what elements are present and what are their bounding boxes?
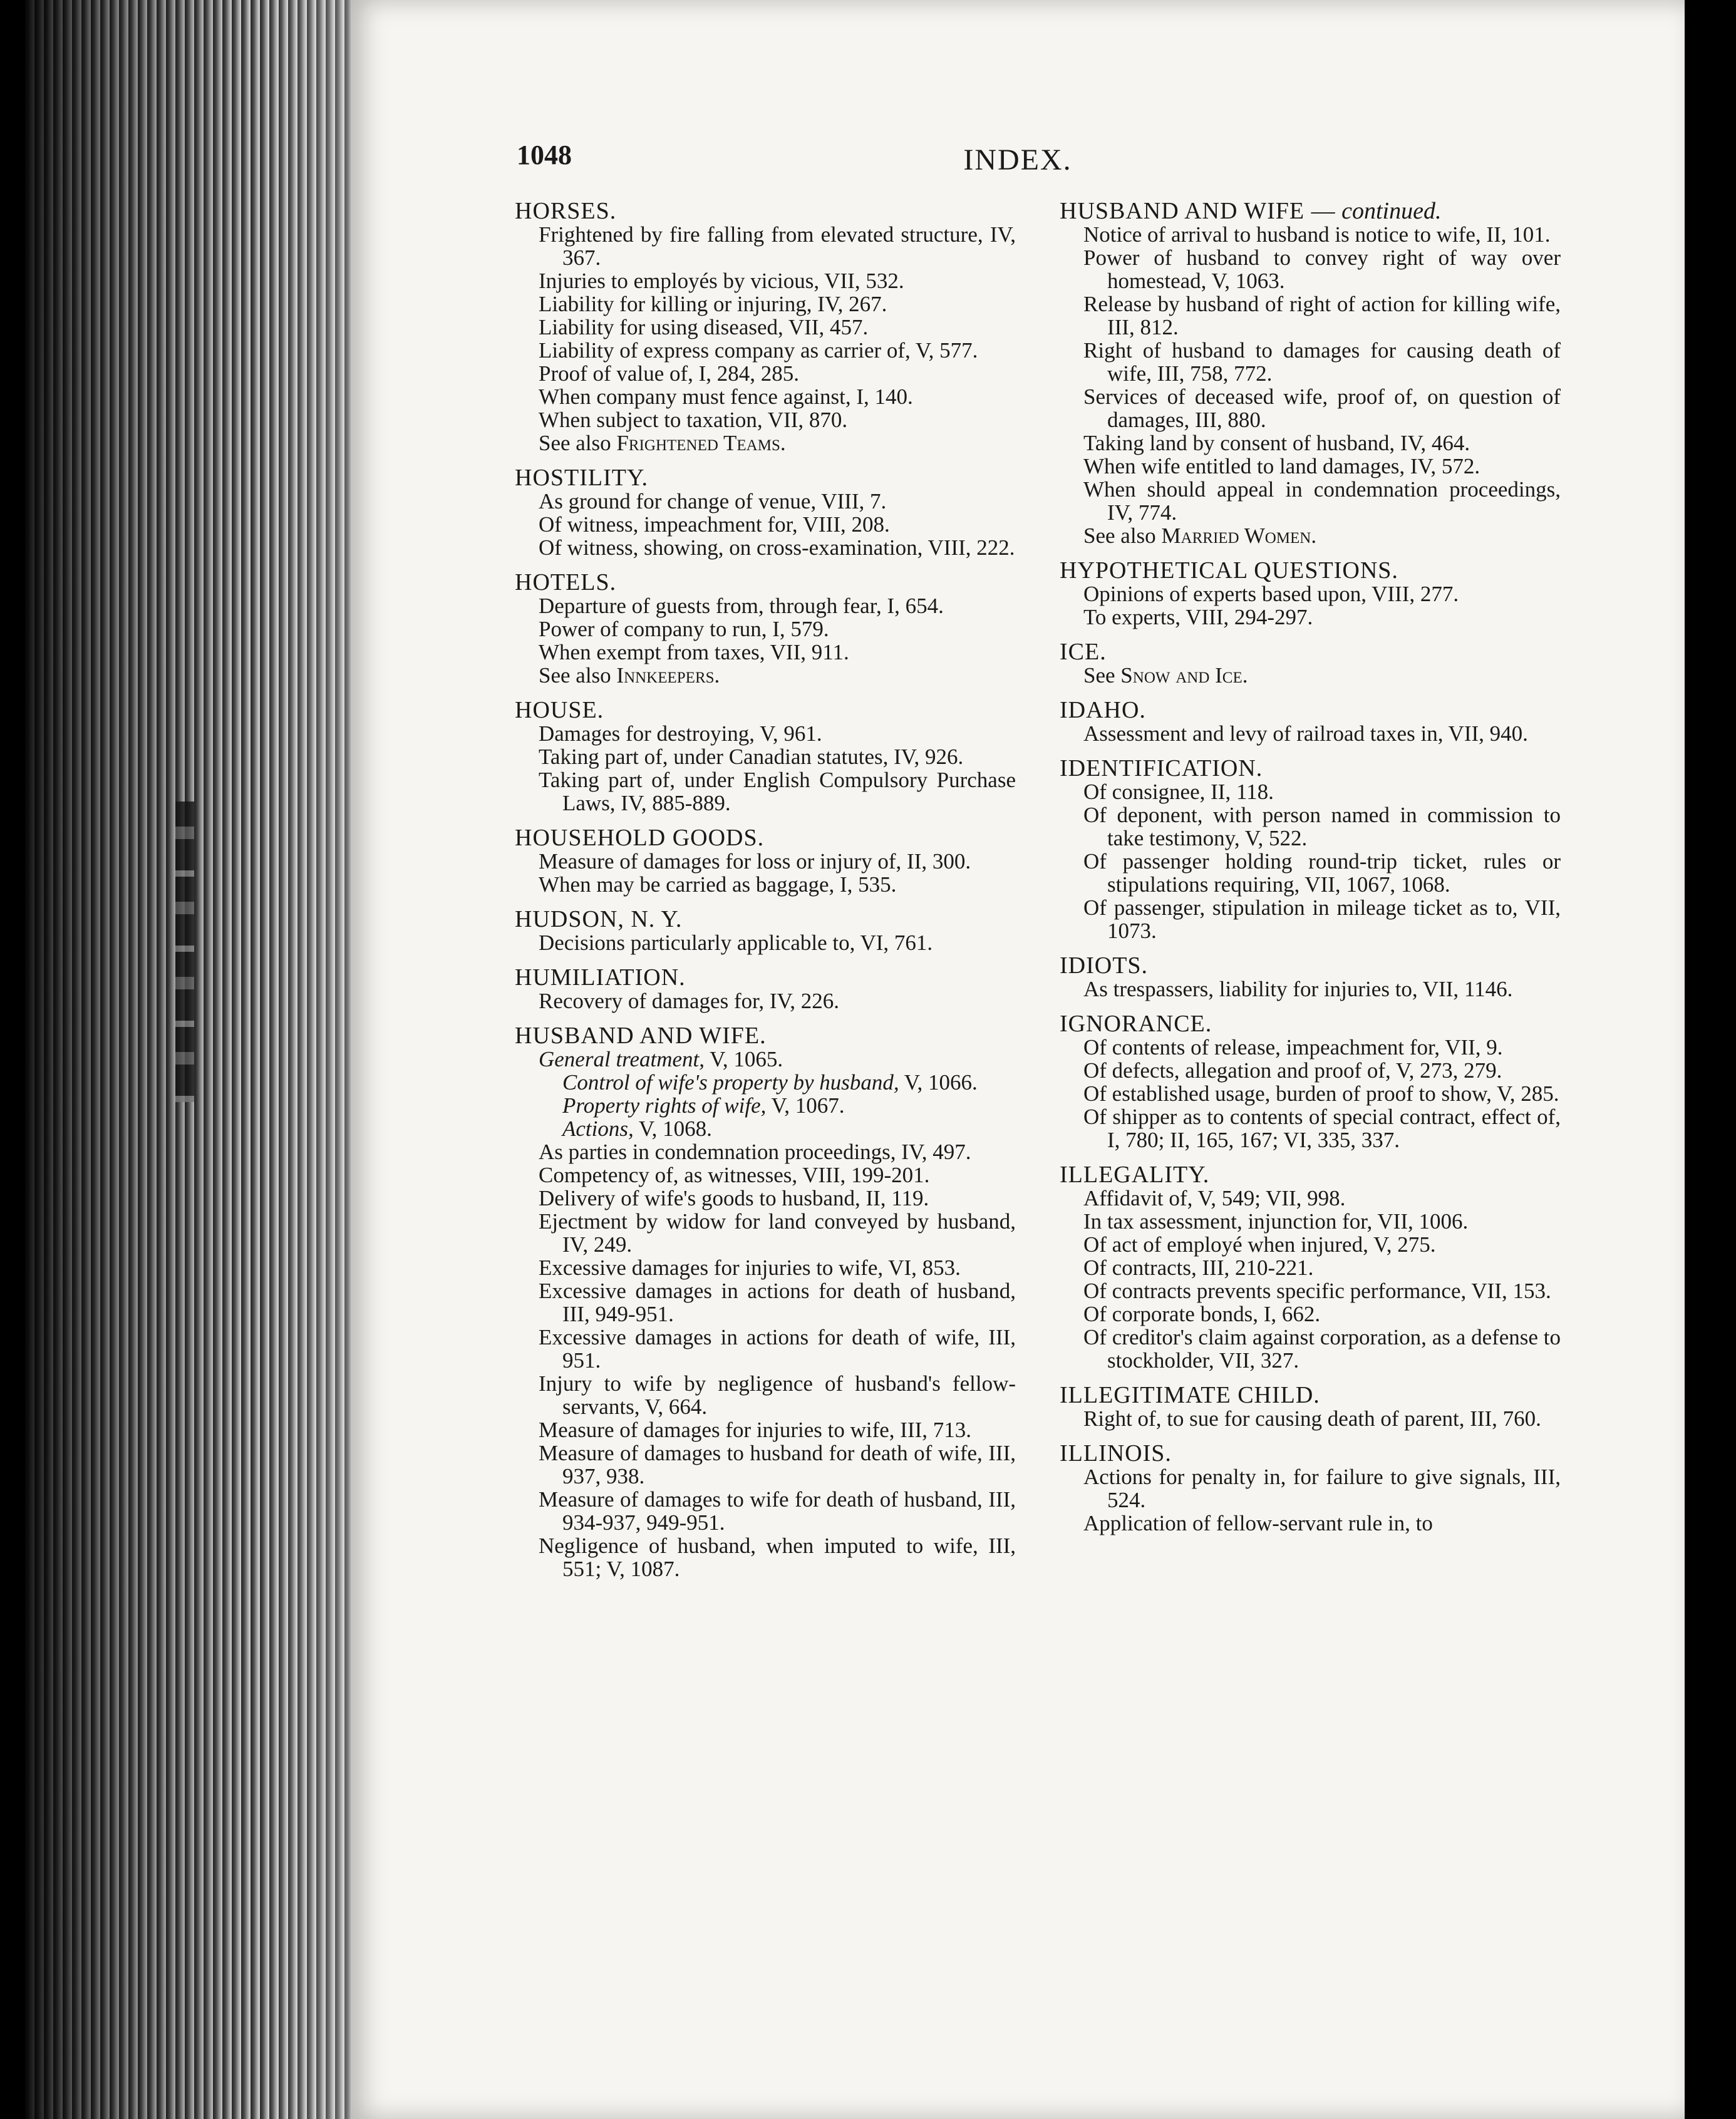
index-heading: HUDSON, N. Y. — [515, 906, 683, 932]
index-subentry: Decisions particularly applicable to, VI, 761. — [539, 931, 933, 955]
index-heading: HUSBAND AND WIFE. — [515, 1023, 767, 1049]
index-subentry: Power of husband to convey right of way over homestead, V, 1063. — [1083, 245, 1561, 293]
cross-reference: See also Frightened Teams. — [539, 431, 786, 455]
index-subentry: Measure of damages for injuries to wife, III, 713. — [539, 1418, 972, 1442]
index-subentry: Actions for penalty in, for failure to give signals, III, 524. — [1083, 1465, 1561, 1512]
index-subentry: When may be carried as baggage, I, 535. — [539, 872, 897, 897]
index-subentry: Injuries to employés by vicious, VII, 532. — [539, 269, 904, 293]
index-subentry: Of passenger holding round-trip ticket, rules or stipulations requiring, VII, 1067, 1068. — [1083, 849, 1561, 897]
index-heading: HOSTILITY. — [515, 465, 649, 491]
index-subentry: Liability of express company as carrier of, V, 577. — [539, 338, 978, 363]
index-entry — [515, 466, 1016, 559]
index-subentry: Departure of guests from, through fear, I, 654. — [539, 594, 944, 618]
index-heading: HORSES. — [515, 198, 617, 224]
index-subentry: As trespassers, liability for injuries to, VII, 1146. — [1083, 977, 1513, 1001]
index-subentry: When wife entitled to land damages, IV, 572. — [1083, 454, 1480, 478]
cross-reference: See Snow and Ice. — [1083, 663, 1248, 688]
index-subentry: Property rights of wife, V, 1067. — [562, 1093, 845, 1118]
index-subentry: Delivery of wife's goods to husband, II, 119. — [539, 1186, 929, 1210]
index-entry — [515, 698, 1016, 815]
page-number: 1048 — [517, 140, 572, 170]
cross-reference: See also Married Women. — [1083, 523, 1317, 548]
index-subentry: When exempt from taxes, VII, 911. — [539, 640, 849, 664]
cross-reference-target: Frightened Teams. — [616, 431, 786, 455]
index-entry — [515, 1024, 1016, 1580]
index-subentry: Excessive damages in actions for death of husband, III, 949-951. — [539, 1279, 1016, 1326]
index-entry — [1060, 698, 1561, 745]
index-subentry: To experts, VIII, 294-297. — [1083, 605, 1313, 629]
index-heading: ILLINOIS. — [1060, 1440, 1172, 1467]
index-subentry: Actions, V, 1068. — [562, 1116, 712, 1141]
cross-reference-target: Married Women. — [1161, 523, 1317, 548]
running-head: INDEX. — [963, 143, 1072, 177]
index-subentry: As parties in condemnation proceedings, IV, 497. — [539, 1140, 971, 1164]
index-subentry: Excessive damages in actions for death of wife, III, 951. — [539, 1325, 1016, 1373]
index-entry — [515, 907, 1016, 954]
index-subentry: Ejectment by widow for land conveyed by husband, IV, 249. — [539, 1209, 1016, 1257]
cross-reference-target: Snow and Ice. — [1120, 663, 1248, 688]
index-subentry: Measure of damages to husband for death of wife, III, 937, 938. — [539, 1441, 1016, 1488]
index-subentry: Of passenger, stipulation in mileage ticket as to, VII, 1073. — [1083, 895, 1561, 943]
index-heading: ILLEGALITY. — [1060, 1162, 1210, 1188]
index-entry — [1060, 1441, 1561, 1535]
index-subentry: Liability for using diseased, VII, 457. — [539, 315, 869, 339]
index-subentry: Measure of damages to wife for death of husband, III, 934-937, 949-951. — [539, 1487, 1016, 1535]
index-column-right — [1060, 199, 1561, 1546]
index-subentry: As ground for change of venue, VIII, 7. — [539, 489, 887, 513]
index-subentry: In tax assessment, injunction for, VII, 1006. — [1083, 1209, 1469, 1234]
spine-label-mark — [175, 802, 194, 1102]
index-subentry: Of deponent, with person named in commission to take testimony, V, 522. — [1083, 803, 1561, 850]
index-heading: HUMILIATION. — [515, 964, 686, 991]
index-subentry: Taking part of, under Canadian statutes, IV, 926. — [539, 745, 964, 769]
continued-label: continued. — [1335, 198, 1442, 224]
index-subentry: Opinions of experts based upon, VIII, 277. — [1083, 582, 1459, 606]
index-heading: HUSBAND AND WIFE — continued. — [1060, 198, 1442, 224]
index-subentry: Control of wife's property by husband, V, 1066. — [562, 1070, 978, 1095]
index-entry — [515, 199, 1016, 455]
index-subentry: Of witness, showing, on cross-examination, VIII, 222. — [539, 535, 1015, 560]
index-subentry: Taking land by consent of husband, IV, 464. — [1083, 431, 1470, 455]
index-entry — [515, 570, 1016, 687]
index-subentry: Damages for destroying, V, 961. — [539, 721, 822, 746]
index-subentry: Of established usage, burden of proof to show, V, 285. — [1083, 1081, 1559, 1106]
index-heading: IDAHO. — [1060, 697, 1146, 723]
index-subentry: Liability for killing or injuring, IV, 267. — [539, 292, 887, 316]
index-subentry: Of defects, allegation and proof of, V, 273, 279. — [1083, 1058, 1502, 1083]
index-subentry: Of creditor's claim against corporation, as a defense to stockholder, VII, 327. — [1083, 1325, 1561, 1373]
cross-reference-target: Innkeepers. — [616, 663, 720, 688]
cross-reference: See also Innkeepers. — [539, 663, 720, 688]
index-subentry: Recovery of damages for, IV, 226. — [539, 989, 840, 1013]
index-subentry: Release by husband of right of action for killing wife, III, 812. — [1083, 292, 1561, 339]
index-heading: HOTELS. — [515, 569, 617, 595]
index-entry — [515, 826, 1016, 896]
index-entry — [1060, 756, 1561, 942]
index-subentry: Power of company to run, I, 579. — [539, 617, 829, 641]
index-subentry: General treatment, V, 1065. — [539, 1047, 783, 1071]
index-heading: HOUSE. — [515, 697, 604, 723]
index-subentry: Application of fellow-servant rule in, to — [1083, 1511, 1433, 1535]
index-subentry: Negligence of husband, when imputed to wife, III, 551; V, 1087. — [539, 1534, 1016, 1581]
index-subentry: Of contents of release, impeachment for, VII, 9. — [1083, 1035, 1503, 1060]
index-subentry: Of contracts, III, 210-221. — [1083, 1255, 1314, 1280]
index-subentry: Of consignee, II, 118. — [1083, 780, 1274, 804]
index-subentry: Measure of damages for loss or injury of, II, 300. — [539, 849, 971, 874]
index-heading: IDENTIFICATION. — [1060, 755, 1263, 781]
index-heading: IDIOTS. — [1060, 952, 1149, 979]
index-heading: HOUSEHOLD GOODS. — [515, 825, 765, 851]
index-entry — [1060, 1163, 1561, 1372]
index-subentry: Of contracts prevents specific performance, VII, 153. — [1083, 1279, 1551, 1303]
index-subentry: When subject to taxation, VII, 870. — [539, 408, 848, 432]
index-subentry: Of corporate bonds, I, 662. — [1083, 1302, 1321, 1326]
index-column-left — [515, 199, 1016, 1592]
index-subentry: Notice of arrival to husband is notice to wife, II, 101. — [1083, 222, 1551, 247]
index-subentry: Taking part of, under English Compulsory Purchase Laws, IV, 885-889. — [539, 768, 1016, 815]
index-entry — [1060, 640, 1561, 687]
index-subentry: Assessment and levy of railroad taxes in, VII, 940. — [1083, 721, 1528, 746]
index-subentry: Services of deceased wife, proof of, on question of damages, III, 880. — [1083, 384, 1561, 432]
index-heading: HYPOTHETICAL QUESTIONS. — [1060, 557, 1398, 584]
index-entry — [515, 966, 1016, 1013]
index-heading: IGNORANCE. — [1060, 1011, 1212, 1037]
index-page — [351, 0, 1685, 2119]
index-subentry: When company must fence against, I, 140. — [539, 384, 913, 409]
index-entry — [1060, 199, 1561, 547]
index-heading: ILLEGITIMATE CHILD. — [1060, 1382, 1320, 1408]
index-subentry: Of act of employé when injured, V, 275. — [1083, 1232, 1436, 1257]
index-subentry: Injury to wife by negligence of husband's fellow-servants, V, 664. — [539, 1371, 1016, 1419]
index-subentry: Frightened by fire falling from elevated structure, IV, 367. — [539, 222, 1016, 270]
index-subentry: Affidavit of, V, 549; VII, 998. — [1083, 1186, 1346, 1210]
index-entry — [1060, 1012, 1561, 1152]
scan-border — [1685, 0, 1736, 2119]
index-subentry: Proof of value of, I, 284, 285. — [539, 361, 800, 386]
index-subentry: Of shipper as to contents of special contract, effect of, I, 780; II, 165, 167; VI, 335, 337. — [1083, 1105, 1561, 1152]
index-entry — [1060, 954, 1561, 1001]
index-entry — [1060, 559, 1561, 629]
index-subentry: Right of, to sue for causing death of parent, III, 760. — [1083, 1406, 1541, 1431]
index-subentry: Of witness, impeachment for, VIII, 208. — [539, 512, 890, 537]
index-heading: ICE. — [1060, 639, 1107, 665]
index-entry — [1060, 1383, 1561, 1430]
index-subentry: Excessive damages for injuries to wife, VI, 853. — [539, 1255, 961, 1280]
index-subentry: Competency of, as witnesses, VIII, 199-201. — [539, 1163, 930, 1187]
index-subentry: Right of husband to damages for causing death of wife, III, 758, 772. — [1083, 338, 1561, 386]
index-subentry: When should appeal in condemnation proceedings, IV, 774. — [1083, 477, 1561, 525]
